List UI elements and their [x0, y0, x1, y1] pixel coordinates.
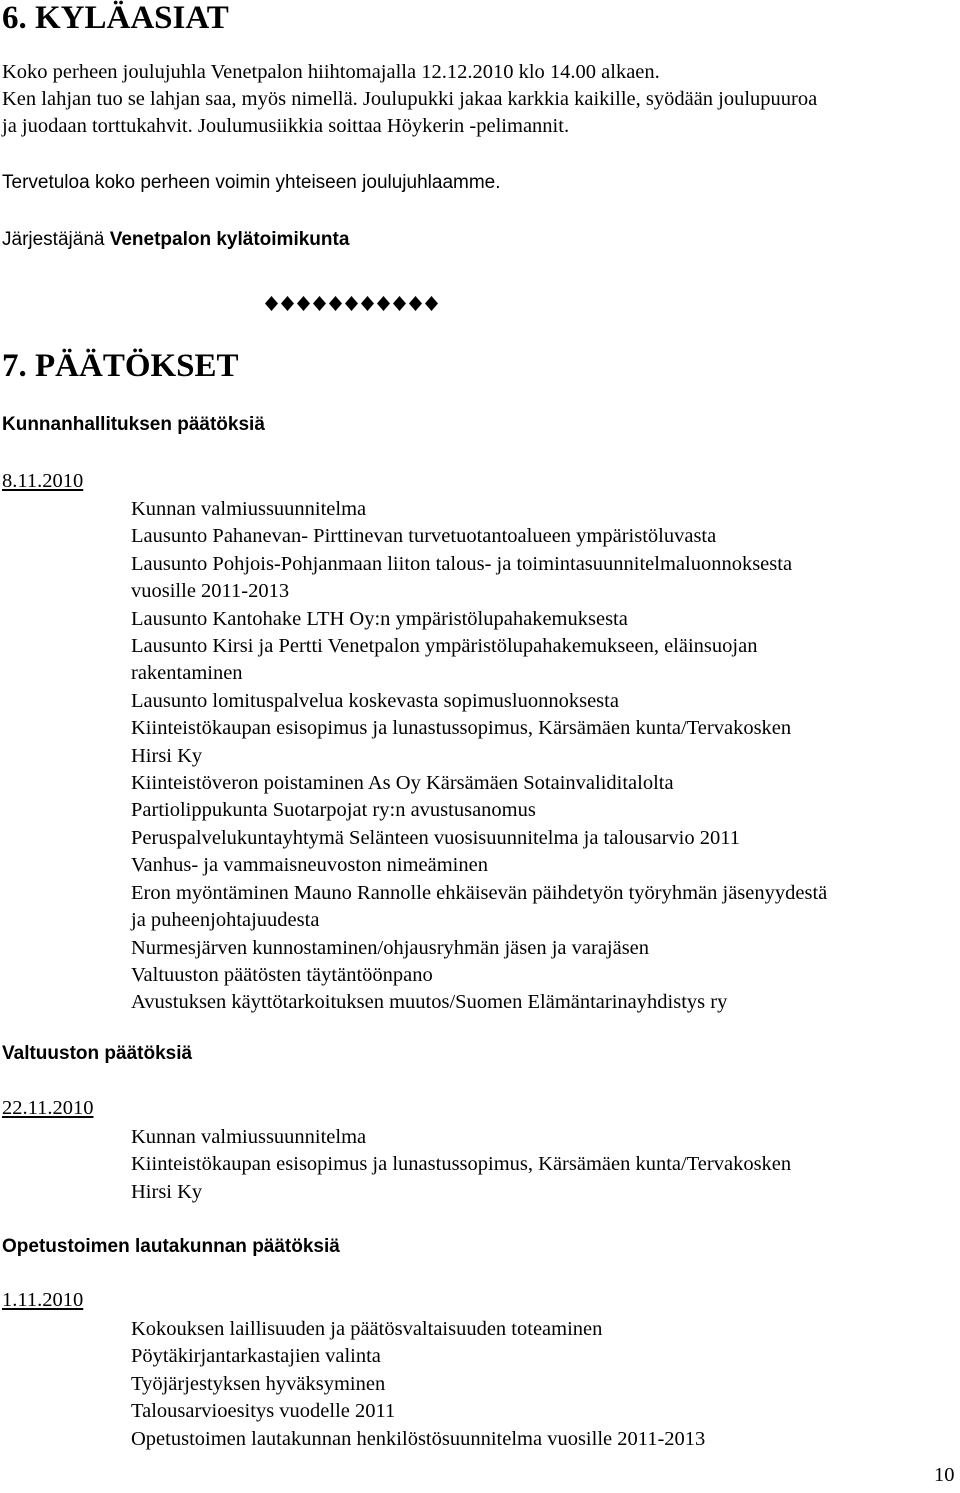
list-item: Työjärjestyksen hyväksyminen — [131, 1372, 386, 1395]
list-item: Lausunto Kirsi ja Pertti Venetpalon ympäristölupahakemukseen, eläinsuojan — [131, 635, 758, 658]
organizer-line — [2, 229, 349, 251]
diamond-separator — [265, 296, 438, 311]
education-decisions-title: Opetustoimen lautakunnan päätöksiä — [2, 1236, 340, 1257]
diamond-icon — [329, 296, 342, 311]
organizer-prefix: Järjestäjänä — [2, 229, 110, 250]
list-item: vuosille 2011-2013 — [131, 580, 290, 603]
education-decisions-date: 1.11.2010 — [2, 1289, 84, 1311]
section-6-line: Ken lahjan tuo se lahjan saa, myös nimellä. Joulupukki jakaa karkkia kaikille, syödään joulupuuroa — [2, 88, 818, 110]
list-item: Eron myöntäminen Mauno Rannolle ehkäisevän päihdetyön työryhmän jäsenyydestä — [131, 881, 828, 904]
diamond-icon — [265, 296, 278, 311]
council-decisions-title: Valtuuston päätöksiä — [2, 1043, 193, 1064]
council-decisions-date: 22.11.2010 — [2, 1097, 94, 1119]
list-item: Lausunto lomituspalvelua koskevasta sopimusluonnoksesta — [131, 689, 619, 712]
diamond-icon — [361, 296, 374, 311]
list-item: Valtuuston päätösten täytäntöönpano — [131, 963, 433, 986]
list-item: Kokouksen laillisuuden ja päätösvaltaisuuden toteaminen — [131, 1318, 603, 1340]
list-item: Opetustoimen lautakunnan henkilöstösuunnitelma vuosille 2011-2013 — [131, 1427, 706, 1450]
list-item: Kunnan valmiussuunnitelma — [131, 498, 367, 520]
list-item: Lausunto Kantohake LTH Oy:n ympäristölupahakemuksesta — [131, 607, 628, 630]
board-decisions-title: Kunnanhallituksen päätöksiä — [2, 414, 265, 435]
list-item: Peruspalvelukuntayhtymä Selänteen vuosisuunnitelma ja talousarvio 2011 — [131, 826, 740, 849]
list-item: Lausunto Pohjois-Pohjanmaan liiton talous- ja toimintasuunnitelmaluonnoksesta — [131, 552, 793, 575]
list-item: Kunnan valmiussuunnitelma — [131, 1126, 367, 1148]
list-item: Talousarvioesitys vuodelle 2011 — [131, 1400, 396, 1423]
page-number: 10 — [934, 1464, 955, 1486]
list-item: Hirsi Ky — [131, 1180, 203, 1203]
list-item: Nurmesjärven kunnostaminen/ohjausryhmän jäsen ja varajäsen — [131, 936, 650, 959]
diamond-icon — [393, 296, 406, 311]
organizer-name: Venetpalon kylätoimikunta — [109, 229, 350, 250]
list-item: Kiinteistökaupan esisopimus ja lunastussopimus, Kärsämäen kunta/Tervakosken — [131, 717, 792, 740]
diamond-icon — [297, 296, 310, 311]
section-6-line: Koko perheen joulujuhla Venetpalon hiihtomajalla 12.12.2010 klo 14.00 alkaen. — [2, 61, 660, 83]
list-item: Lausunto Pahanevan- Pirttinevan turvetuotantoalueen ympäristöluvasta — [131, 525, 717, 548]
diamond-icon — [345, 296, 358, 311]
diamond-icon — [409, 296, 422, 311]
section-6-line: ja juodaan torttukahvit. Joulumusiikkia soittaa Höykerin -pelimannit. — [2, 115, 570, 137]
list-item: Hirsi Ky — [131, 744, 203, 767]
list-item: ja puheenjohtajuudesta — [131, 909, 320, 932]
board-decisions-list — [131, 496, 827, 1017]
list-item: Vanhus- ja vammaisneuvoston nimeäminen — [131, 854, 488, 877]
council-decisions-list — [131, 1124, 791, 1206]
diamond-icon — [377, 296, 390, 311]
diamond-icon — [313, 296, 326, 311]
diamond-icon — [281, 296, 294, 311]
diamond-icon — [425, 296, 438, 311]
list-item: Pöytäkirjantarkastajien valinta — [131, 1345, 381, 1368]
section-6-heading: 6. KYLÄASIAT — [2, 0, 229, 36]
board-decisions-date: 8.11.2010 — [2, 470, 84, 492]
list-item: Avustuksen käyttötarkoituksen muutos/Suomen Elämäntarinayhdistys ry — [131, 991, 728, 1014]
list-item: rakentaminen — [131, 662, 243, 685]
education-decisions-list — [131, 1316, 705, 1453]
welcome-text: Tervetuloa koko perheen voimin yhteiseen joulujuhlaamme. — [2, 172, 501, 193]
list-item: Kiinteistöveron poistaminen As Oy Kärsämäen Sotainvaliditalolta — [131, 772, 674, 795]
list-item: Kiinteistökaupan esisopimus ja lunastussopimus, Kärsämäen kunta/Tervakosken — [131, 1153, 792, 1176]
list-item: Partiolippukunta Suotarpojat ry:n avustusanomus — [131, 799, 536, 822]
section-7-heading: 7. PÄÄTÖKSET — [2, 348, 239, 384]
